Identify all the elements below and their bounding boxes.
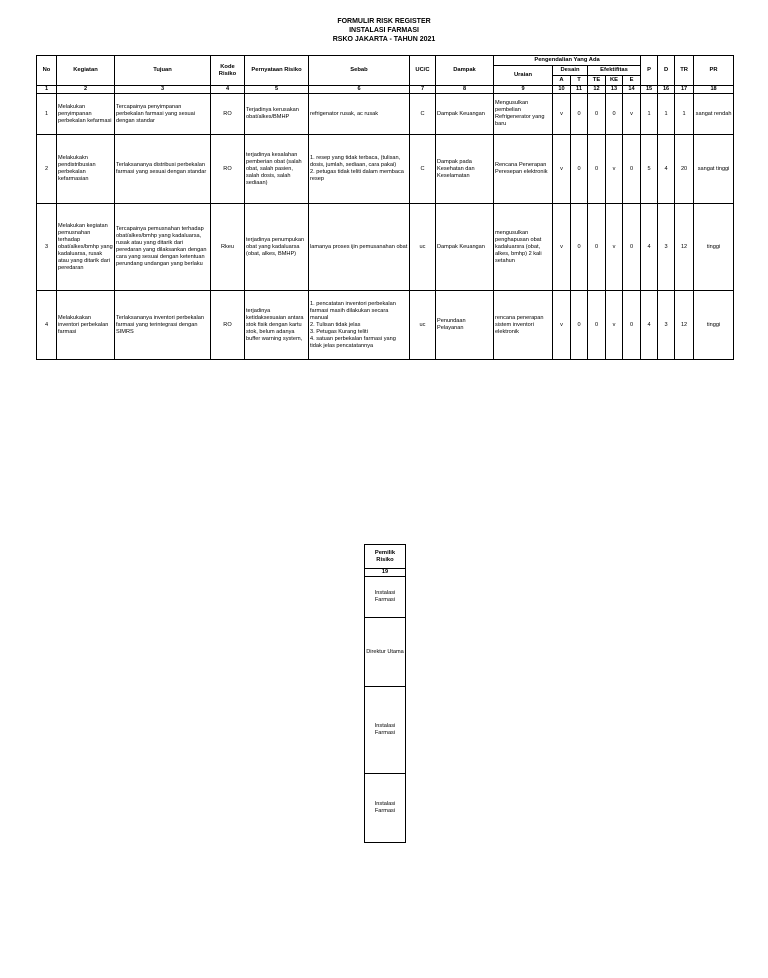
row-pr: tinggi bbox=[694, 291, 734, 360]
header-efektifitas: Efektifitas bbox=[588, 66, 641, 76]
row-kegiatan: Melakukakn pendistribusian perbekalan kefarmasian bbox=[57, 135, 115, 204]
row-kegiatan: Melakukan kegiatan pemusnahan terhadap obat/alkes/bmhp yang kadaluarsa, rusak atau yang ditarik dari peredaran bbox=[57, 204, 115, 291]
row-d: 3 bbox=[658, 291, 675, 360]
header-tr: TR bbox=[675, 56, 694, 86]
table-row bbox=[37, 94, 734, 135]
row-uraian: rencana penerapan sistem inventori elektronik bbox=[494, 291, 553, 360]
header-kode-risiko: Kode Risiko bbox=[211, 56, 245, 86]
row-a: v bbox=[553, 135, 571, 204]
row-sebab: lamanya proses ijin pemusanahan obat bbox=[309, 204, 410, 291]
form-title: FORMULIR RISK REGISTER bbox=[337, 18, 431, 25]
row-sebab: refrigenator rusak, ac rusak bbox=[309, 94, 410, 135]
row-te: 0 bbox=[588, 204, 606, 291]
row-dampak: Dampak pada Kesehatan dan Keselamatan bbox=[436, 135, 494, 204]
row-a: v bbox=[553, 291, 571, 360]
row-tujuan: Tercapainya pemusnahan terhadap obat/alkes/bmhp yang kadaluarsa, rusak atau yang ditarik dari peredaran yang dilaksankan dengan cara yang sesuai dengan ketentuan perundang undangan yang berlaku bbox=[115, 204, 211, 291]
risk-register-table bbox=[36, 55, 734, 360]
row-t: 0 bbox=[571, 204, 588, 291]
owner-value: Instalasi Farmasi bbox=[365, 687, 406, 774]
column-number: 18 bbox=[694, 86, 734, 94]
header-t: T bbox=[571, 76, 588, 86]
form-subtitle-year: RSKO JAKARTA - TAHUN 2021 bbox=[332, 36, 436, 43]
row-pr: sangat tinggi bbox=[694, 135, 734, 204]
header-d: D bbox=[658, 56, 675, 86]
row-ke: v bbox=[606, 291, 623, 360]
row-kode: RO bbox=[211, 94, 245, 135]
row-pr: sangat rendah bbox=[694, 94, 734, 135]
header-sebab: Sebab bbox=[309, 56, 410, 86]
row-ucc: uc bbox=[410, 204, 436, 291]
row-no: 3 bbox=[37, 204, 57, 291]
row-pernyataan: terjadinya ketidaksesuaian antara stok fisik dengan kartu stok, belum adanya buffer warning system, bbox=[245, 291, 309, 360]
row-kegiatan: Melakukan penyimpanan perbekalan kefarmasi bbox=[57, 94, 115, 135]
header-te: TE bbox=[588, 76, 606, 86]
column-number: 17 bbox=[675, 86, 694, 94]
row-dampak: Penundaan Pelayanan bbox=[436, 291, 494, 360]
header-pengendalian: Pengendalian Yang Ada bbox=[494, 56, 641, 66]
row-tr: 20 bbox=[675, 135, 694, 204]
header-uc-c: UC/C bbox=[410, 56, 436, 86]
row-tujuan: Tercapainya penyimpanan perbekalan farmasi yang sesuai dengan standar bbox=[115, 94, 211, 135]
row-t: 0 bbox=[571, 135, 588, 204]
column-number: 9 bbox=[494, 86, 553, 94]
row-p: 4 bbox=[641, 291, 658, 360]
header-ke: KE bbox=[606, 76, 623, 86]
row-uraian: Mengusulkan pembelian Refrigenerator yang baru bbox=[494, 94, 553, 135]
column-number: 6 bbox=[309, 86, 410, 94]
row-tujuan: Terlaksananya inventori perbekalan farmasi yang terintegrasi dengan SIMRS bbox=[115, 291, 211, 360]
row-kode: RO bbox=[211, 291, 245, 360]
row-pernyataan: Terjadinya kerusakan obat/alkes/BMHP bbox=[245, 94, 309, 135]
row-te: 0 bbox=[588, 94, 606, 135]
column-number: 3 bbox=[115, 86, 211, 94]
row-e: 0 bbox=[623, 135, 641, 204]
header-p: P bbox=[641, 56, 658, 86]
row-p: 5 bbox=[641, 135, 658, 204]
row-sebab: 1. pencatatan inventori perbekalan farmasi masih dilakukan secara manual 2. Tulisan tidak jelas 3. Petugas Kurang teliti 4. satuan perbekalan farmasi yang tidak jelas pencatatannya bbox=[309, 291, 410, 360]
row-d: 3 bbox=[658, 204, 675, 291]
header-a: A bbox=[553, 76, 571, 86]
row-tr: 12 bbox=[675, 204, 694, 291]
row-e: 0 bbox=[623, 204, 641, 291]
row-a: v bbox=[553, 94, 571, 135]
table-row bbox=[37, 135, 734, 204]
row-kode: Rkeu bbox=[211, 204, 245, 291]
row-d: 4 bbox=[658, 135, 675, 204]
row-e: 0 bbox=[623, 291, 641, 360]
column-number: 12 bbox=[588, 86, 606, 94]
row-ucc: C bbox=[410, 94, 436, 135]
table-row bbox=[37, 291, 734, 360]
row-ke: v bbox=[606, 204, 623, 291]
row-kode: RO bbox=[211, 135, 245, 204]
row-t: 0 bbox=[571, 94, 588, 135]
row-dampak: Dampak Keuangan bbox=[436, 94, 494, 135]
row-uraian: mengusulkan penghapusan obat kadaluarsra (obat, alkes, bmhp) 2 kali setahun bbox=[494, 204, 553, 291]
row-uraian: Rencana Penerapan Peresepan elektronik bbox=[494, 135, 553, 204]
row-e: v bbox=[623, 94, 641, 135]
header-pr: PR bbox=[694, 56, 734, 86]
header-uraian: Uraian bbox=[494, 66, 553, 86]
row-dampak: Dampak Keuangan bbox=[436, 204, 494, 291]
column-number: 11 bbox=[571, 86, 588, 94]
header-pemilik-risiko: Pemilik Risiko bbox=[365, 545, 406, 569]
row-no: 4 bbox=[37, 291, 57, 360]
row-ucc: C bbox=[410, 135, 436, 204]
form-subtitle-unit: INSTALASI FARMASI bbox=[349, 27, 419, 34]
column-number: 15 bbox=[641, 86, 658, 94]
owner-value: Direktur Utama bbox=[365, 618, 406, 687]
row-kegiatan: Melakukakan inventori perbekalan farmasi bbox=[57, 291, 115, 360]
row-pernyataan: terjadinya penumpukan obat yang kadaluarsa (obat, alkes, BMHP) bbox=[245, 204, 309, 291]
header-desain: Desain bbox=[553, 66, 588, 76]
column-number: 2 bbox=[57, 86, 115, 94]
header-kegiatan: Kegiatan bbox=[57, 56, 115, 86]
row-p: 4 bbox=[641, 204, 658, 291]
row-sebab: 1. resep yang tidak terbaca, (tulisan, dosis, jumlah, sediaan, cara pakai) 2. petugas tidak teliti dalam membaca resep bbox=[309, 135, 410, 204]
column-number: 10 bbox=[553, 86, 571, 94]
row-t: 0 bbox=[571, 291, 588, 360]
row-d: 1 bbox=[658, 94, 675, 135]
column-number: 7 bbox=[410, 86, 436, 94]
risk-owner-table bbox=[364, 544, 406, 843]
row-tr: 12 bbox=[675, 291, 694, 360]
row-pr: tinggi bbox=[694, 204, 734, 291]
row-ke: 0 bbox=[606, 94, 623, 135]
row-p: 1 bbox=[641, 94, 658, 135]
column-number: 13 bbox=[606, 86, 623, 94]
row-no: 2 bbox=[37, 135, 57, 204]
row-tujuan: Terlaksananya distribusi perbekalan farmasi yang sesuai dengan standar bbox=[115, 135, 211, 204]
column-number: 19 bbox=[365, 569, 406, 577]
header-e: E bbox=[623, 76, 641, 86]
row-ke: v bbox=[606, 135, 623, 204]
column-number: 8 bbox=[436, 86, 494, 94]
row-a: v bbox=[553, 204, 571, 291]
header-no: No bbox=[37, 56, 57, 86]
owner-value: Instalasi Farmasi bbox=[365, 577, 406, 618]
row-pernyataan: terjadinya kesalahan pemberian obat (salah obat, salah pasien, salah dosis, salah sediaan) bbox=[245, 135, 309, 204]
row-tr: 1 bbox=[675, 94, 694, 135]
table-row bbox=[37, 204, 734, 291]
column-number: 16 bbox=[658, 86, 675, 94]
column-number: 5 bbox=[245, 86, 309, 94]
owner-value: Instalasi Farmasi bbox=[365, 774, 406, 843]
row-ucc: uc bbox=[410, 291, 436, 360]
column-number: 1 bbox=[37, 86, 57, 94]
column-number: 4 bbox=[211, 86, 245, 94]
header-pernyataan-risiko: Pernyataan Risiko bbox=[245, 56, 309, 86]
row-te: 0 bbox=[588, 135, 606, 204]
row-no: 1 bbox=[37, 94, 57, 135]
row-te: 0 bbox=[588, 291, 606, 360]
header-tujuan: Tujuan bbox=[115, 56, 211, 86]
header-dampak: Dampak bbox=[436, 56, 494, 86]
column-number: 14 bbox=[623, 86, 641, 94]
